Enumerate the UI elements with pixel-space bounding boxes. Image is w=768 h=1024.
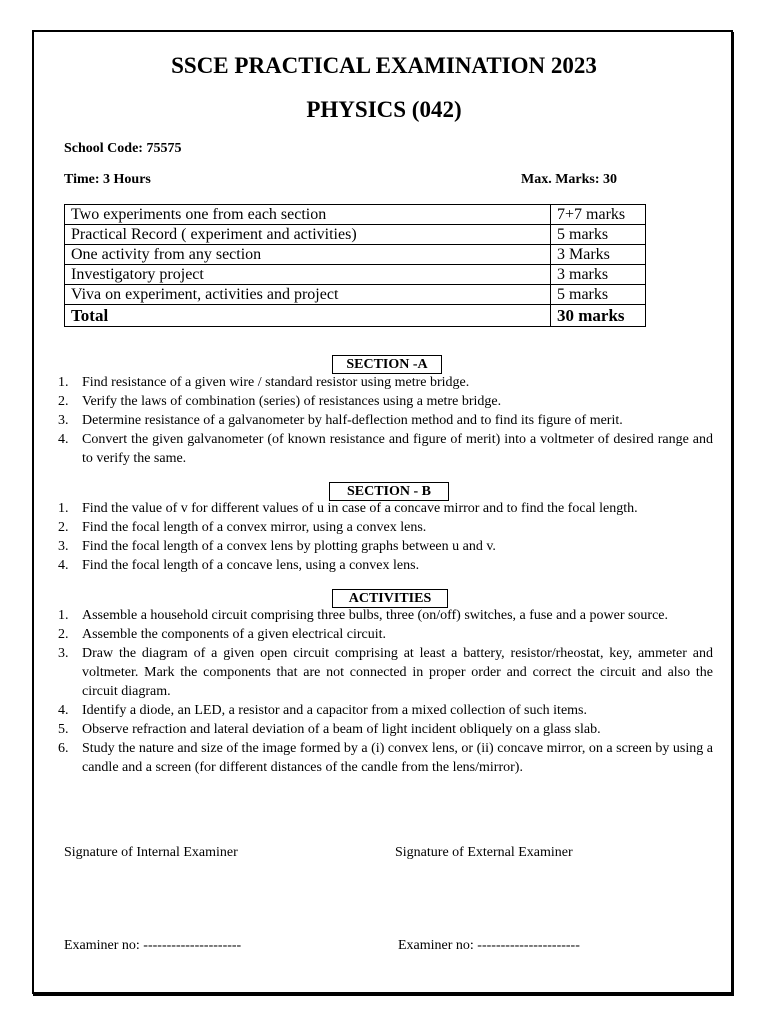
table-row (65, 265, 646, 285)
list-item-number: 6. (58, 741, 69, 756)
internal-examiner-number: Examiner no: --------------------- (64, 938, 242, 953)
table-cell-marks: 5 marks (551, 285, 646, 305)
internal-examiner-signature-label: Signature of Internal Examiner (64, 845, 238, 860)
list-item (56, 625, 713, 644)
section-b-heading: SECTION - B (329, 482, 449, 501)
table-cell-marks: 5 marks (551, 225, 646, 245)
list-item-number: 2. (58, 520, 69, 535)
list-item (56, 701, 713, 720)
list-item-text: Find the focal length of a convex mirror, using a convex lens. (82, 520, 427, 535)
activities-list (56, 606, 713, 777)
list-item-text: Verify the laws of combination (series) of resistances using a metre bridge. (82, 394, 502, 409)
list-item-number: 2. (58, 627, 69, 642)
list-item-text: Find the focal length of a convex lens by plotting graphs between u and v. (82, 539, 496, 554)
list-item-text: Convert the given galvanometer (of known resistance and figure of merit) into a voltmeter of desired range and to verify the same. (82, 432, 713, 466)
table-cell-item: Two experiments one from each section (65, 205, 551, 225)
list-item-text: Study the nature and size of the image formed by a (i) convex lens, or (ii) concave mirror, on a screen by using a candle and a screen (for different distances of the candle from the lens/mirror). (82, 741, 713, 775)
activities-heading: ACTIVITIES (332, 589, 448, 608)
list-item-number: 1. (58, 501, 69, 516)
external-examiner-number: Examiner no: ---------------------- (398, 938, 580, 953)
list-item-text: Determine resistance of a galvanometer by half-deflection method and to find its figure of merit. (82, 413, 623, 428)
list-item-text: Identify a diode, an LED, a resistor and a capacitor from a mixed collection of such items. (82, 703, 587, 718)
list-item-number: 4. (58, 432, 69, 447)
table-row (65, 205, 646, 225)
list-item-text: Observe refraction and lateral deviation of a beam of light incident obliquely on a glass slab. (82, 722, 601, 737)
list-item-text: Assemble the components of a given electrical circuit. (82, 627, 387, 642)
list-item-text: Draw the diagram of a given open circuit comprising at least a battery, resistor/rheostat, key, ammeter and voltmeter. Mark the components that are not connected in proper order and correct the circuit and also the circuit diagram. (82, 646, 713, 699)
list-item (56, 499, 713, 518)
list-item-number: 4. (58, 703, 69, 718)
table-row (65, 245, 646, 265)
table-cell-item: Practical Record ( experiment and activities) (65, 225, 551, 245)
section-b-list (56, 499, 713, 575)
list-item (56, 430, 713, 468)
list-item (56, 556, 713, 575)
table-cell-marks: 3 marks (551, 265, 646, 285)
total-label: Total (65, 305, 551, 327)
section-a-list (56, 373, 713, 468)
list-item (56, 720, 713, 739)
list-item (56, 373, 713, 392)
subject-title: PHYSICS (042) (306, 97, 462, 122)
exam-time: Time: 3 Hours (64, 172, 151, 187)
list-item (56, 739, 713, 777)
list-item-number: 4. (58, 558, 69, 573)
list-item (56, 606, 713, 625)
table-cell-item: Viva on experiment, activities and project (65, 285, 551, 305)
section-a-heading: SECTION -A (332, 355, 442, 374)
table-row (65, 225, 646, 245)
table-row (65, 285, 646, 305)
total-marks: 30 marks (551, 305, 646, 327)
list-item-number: 3. (58, 539, 69, 554)
school-code: School Code: 75575 (64, 141, 182, 156)
list-item-number: 2. (58, 394, 69, 409)
list-item-text: Assemble a household circuit comprising three bulbs, three (on/off) switches, a fuse and a power source. (82, 608, 669, 623)
list-item (56, 518, 713, 537)
list-item-text: Find the focal length of a concave lens, using a convex lens. (82, 558, 420, 573)
list-item (56, 392, 713, 411)
list-item-text: Find the value of v for different values of u in case of a concave mirror and to find the focal length. (82, 501, 638, 516)
list-item-number: 1. (58, 608, 69, 623)
marks-table (64, 204, 646, 327)
list-item-text: Find resistance of a given wire / standard resistor using metre bridge. (82, 375, 470, 390)
table-cell-item: Investigatory project (65, 265, 551, 285)
table-cell-marks: 3 Marks (551, 245, 646, 265)
list-item (56, 411, 713, 430)
max-marks: Max. Marks: 30 (521, 172, 618, 187)
list-item-number: 5. (58, 722, 69, 737)
table-cell-marks: 7+7 marks (551, 205, 646, 225)
exam-title: SSCE PRACTICAL EXAMINATION 2023 (171, 53, 597, 78)
list-item (56, 537, 713, 556)
list-item-number: 3. (58, 413, 69, 428)
list-item-number: 3. (58, 646, 69, 661)
table-cell-item: One activity from any section (65, 245, 551, 265)
list-item (56, 644, 713, 701)
list-item-number: 1. (58, 375, 69, 390)
table-total-row (65, 305, 646, 327)
external-examiner-signature-label: Signature of External Examiner (395, 845, 573, 860)
